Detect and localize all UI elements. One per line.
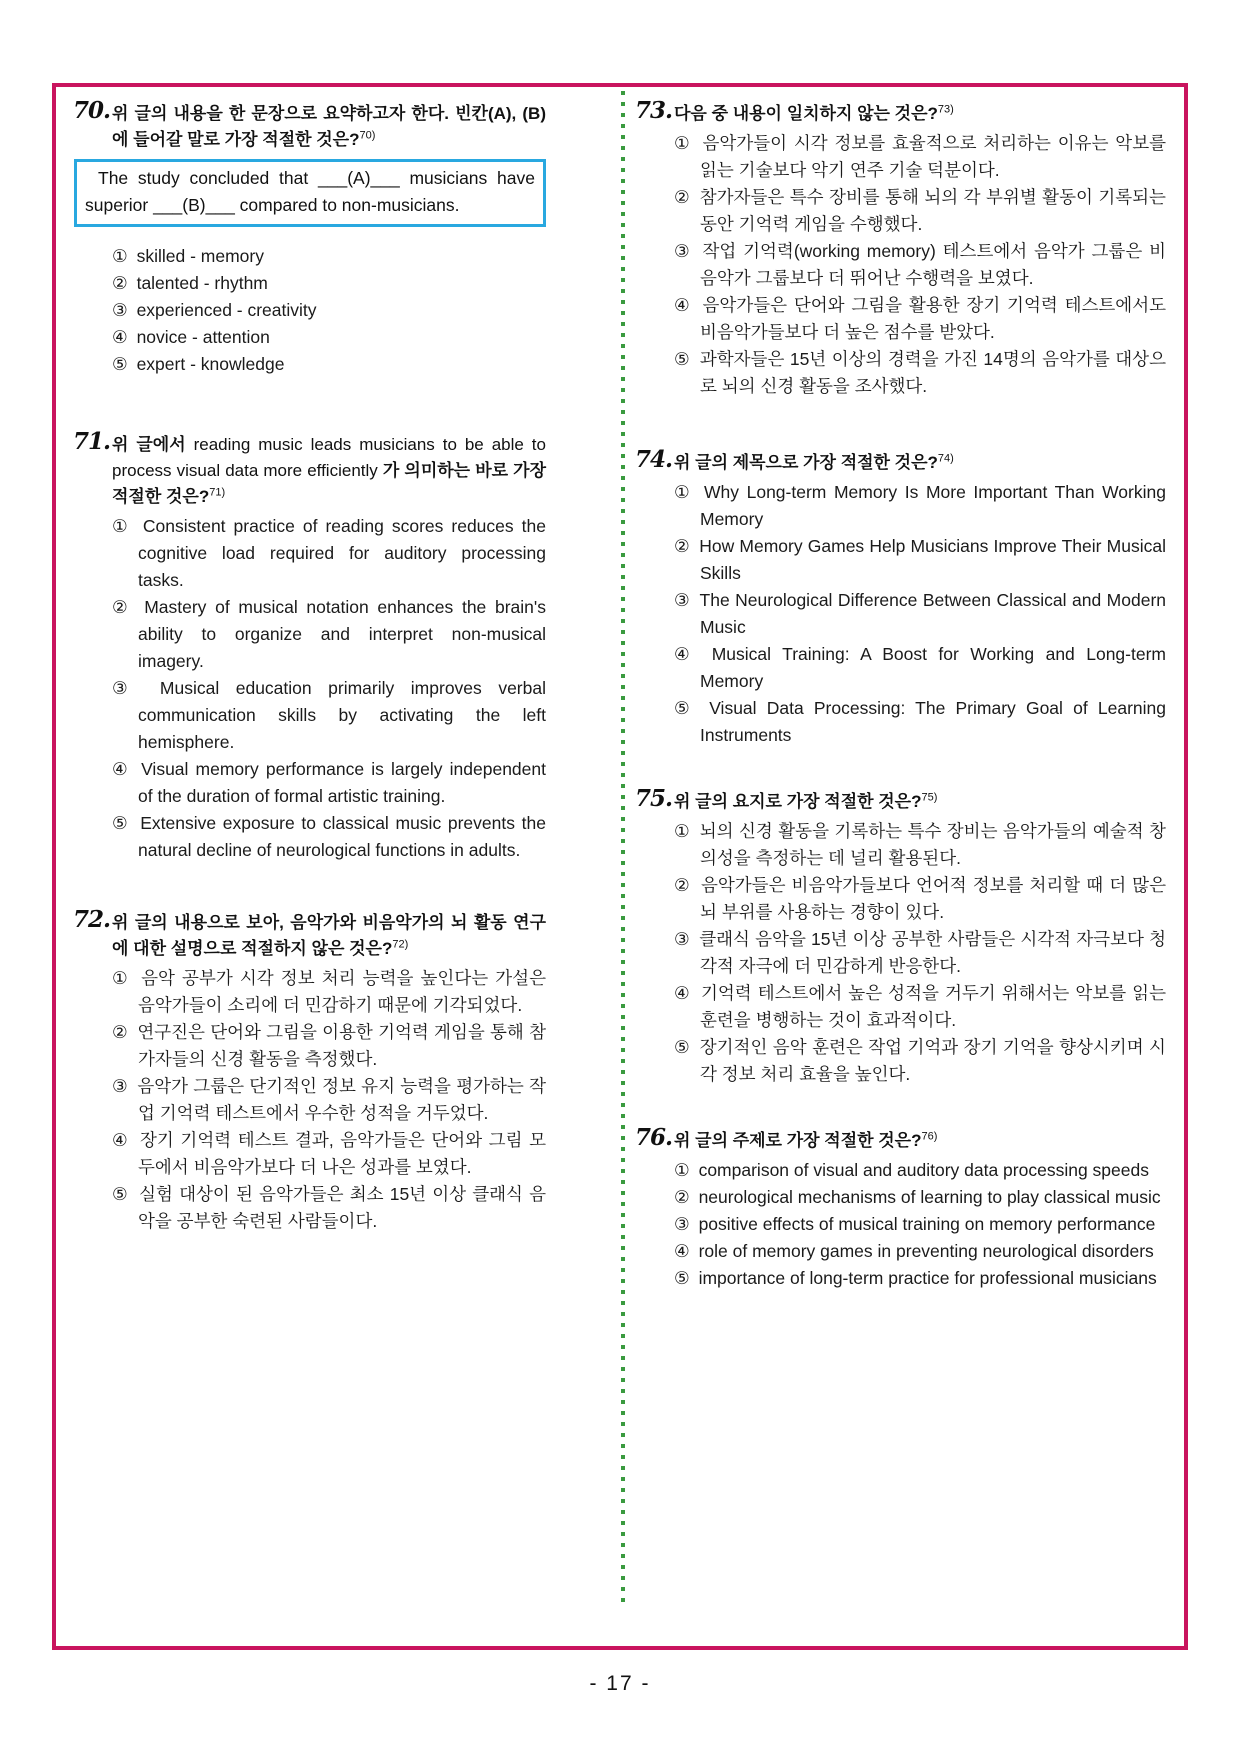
header-segment: 다음 중 내용이 일치하지 않는 것은? (674, 104, 938, 123)
option-marker: ⑤ (674, 349, 691, 369)
header-segment: reading music leads musicians to be able to process visual data more efficiently (112, 435, 546, 480)
answer-option (112, 1127, 546, 1181)
footnote-ref: 71) (209, 486, 226, 499)
answer-option (112, 594, 546, 675)
option-text: 참가자들은 특수 장비를 통해 뇌의 각 부위별 활동이 기록되는 동안 기억력 게임을 수행했다. (699, 187, 1166, 234)
answer-option (674, 1265, 1166, 1292)
options-list (112, 965, 546, 1235)
question-number: 73. (635, 97, 673, 124)
option-text: 실험 대상이 된 음악가들은 최소 15년 이상 클래식 음악을 공부한 숙련된 사람들이다. (138, 1184, 546, 1231)
question-block (635, 785, 1166, 1088)
answer-option (674, 641, 1166, 695)
answer-option (112, 1181, 546, 1235)
option-marker: ② (112, 597, 132, 617)
question-number: 71. (73, 428, 111, 455)
option-marker: ① (674, 1160, 690, 1180)
page-number: - 17 - (589, 1672, 651, 1695)
option-text: Consistent practice of reading scores reduces the cognitive load required for auditory processing tasks. (138, 516, 546, 590)
answer-option (674, 1184, 1166, 1211)
option-marker: ④ (112, 1130, 130, 1150)
option-text: 장기 기억력 테스트 결과, 음악가들은 단어와 그림 모두에서 비음악가보다 더 나은 성과를 보였다. (138, 1130, 546, 1177)
option-text: 장기적인 음악 훈련은 작업 기억과 장기 기억을 향상시키며 시각 정보 처리 효율을 높인다. (699, 1037, 1166, 1084)
answer-option (674, 184, 1166, 238)
option-text: skilled - memory (136, 246, 264, 266)
answer-option (112, 810, 546, 864)
question-number: 75. (635, 785, 673, 812)
question-number: 72. (73, 906, 111, 933)
answer-option (674, 926, 1166, 980)
header-segment: 위 글의 제목으로 가장 적절한 것은? (674, 453, 938, 472)
option-marker: ④ (112, 327, 128, 347)
answer-option (674, 292, 1166, 346)
option-text: 음악가들은 단어와 그림을 활용한 장기 기억력 테스트에서도 비음악가들보다 더 높은 점수를 받았다. (700, 295, 1166, 342)
option-marker: ② (674, 187, 691, 207)
question-header (674, 450, 1166, 476)
question-number: 74. (635, 446, 673, 473)
option-marker: ② (112, 273, 128, 293)
option-marker: ③ (112, 1076, 129, 1096)
question-number: 76. (635, 1124, 673, 1151)
option-marker: ④ (674, 1241, 690, 1261)
option-marker: ② (674, 1187, 690, 1207)
question-block (73, 906, 546, 1235)
footnote-ref: 72) (392, 938, 409, 951)
option-text: 과학자들은 15년 이상의 경력을 가진 14명의 음악가를 대상으로 뇌의 신경 활동을 조사했다. (699, 349, 1166, 396)
answer-option (112, 351, 546, 378)
answer-option (674, 587, 1166, 641)
option-text: expert - knowledge (136, 354, 285, 374)
option-text: Musical education primarily improves verbal communication skills by activating the left hemisphere. (138, 678, 546, 752)
answer-option (674, 818, 1166, 872)
option-marker: ⑤ (674, 1268, 690, 1288)
answer-option (674, 479, 1166, 533)
option-text: experienced - creativity (136, 300, 317, 320)
answer-option (674, 1238, 1166, 1265)
options-list (674, 818, 1166, 1088)
option-marker: ① (112, 968, 130, 988)
question-header (112, 910, 546, 962)
option-marker: ② (112, 1022, 129, 1042)
option-text: 뇌의 신경 활동을 기록하는 특수 장비는 음악가들의 예술적 창의성을 측정하는 데 널리 활용된다. (699, 821, 1166, 868)
option-text: novice - attention (136, 327, 270, 347)
option-text: 음악가 그룹은 단기적인 정보 유지 능력을 평가하는 작업 기억력 테스트에서 우수한 성적을 거두었다. (137, 1076, 546, 1123)
answer-option (112, 297, 546, 324)
option-text: 연구진은 단어와 그림을 이용한 기억력 게임을 통해 참가자들의 신경 활동을 측정했다. (137, 1022, 546, 1069)
options-list (674, 1157, 1166, 1292)
option-text: 음악가들이 시각 정보를 효율적으로 처리하는 이유는 악보를 읽는 기술보다 악기 연주 기술 덕분이다. (700, 133, 1166, 180)
header-segment: 위 글의 내용으로 보아, 음악가와 비음악가의 뇌 활동 연구에 대한 설명으로 적절하지 않은 것은? (112, 913, 546, 958)
answer-option (112, 675, 546, 756)
answer-option (674, 980, 1166, 1034)
option-text: 작업 기억력(working memory) 테스트에서 음악가 그룹은 비음악가 그룹보다 더 뛰어난 수행력을 보였다. (700, 241, 1166, 288)
column-divider (621, 91, 625, 1603)
option-marker: ⑤ (112, 813, 130, 833)
answer-option (674, 872, 1166, 926)
option-marker: ④ (674, 644, 697, 664)
header-segment: 가 의미하는 바로 가장 적절한 것은? (112, 461, 546, 506)
footnote-ref: 73) (937, 103, 954, 116)
answer-option (112, 1073, 546, 1127)
option-text: role of memory games in preventing neurological disorders (698, 1241, 1154, 1261)
option-marker: ⑤ (674, 1037, 691, 1057)
question-header (674, 1128, 1166, 1154)
options-list (674, 130, 1166, 400)
answer-option (112, 243, 546, 270)
option-text: talented - rhythm (136, 273, 268, 293)
option-marker: ③ (674, 241, 692, 261)
option-marker: ① (674, 133, 692, 153)
question-number: 70. (73, 97, 111, 124)
footnote-ref: 76) (921, 1130, 938, 1143)
option-text: Visual memory performance is largely independent of the duration of formal artistic training. (138, 759, 546, 806)
header-segment: 위 글의 요지로 가장 적절한 것은? (674, 792, 922, 811)
question-header (674, 101, 1166, 127)
header-segment: 위 글에서 (112, 435, 194, 454)
question-header (112, 432, 546, 510)
option-text: positive effects of musical training on memory performance (698, 1214, 1156, 1234)
options-list (112, 513, 546, 864)
answer-option (674, 238, 1166, 292)
right-column (635, 97, 1166, 1292)
option-marker: ③ (112, 678, 140, 698)
answer-option (674, 533, 1166, 587)
option-marker: ⑤ (112, 354, 128, 374)
option-marker: ③ (674, 590, 691, 610)
option-marker: ① (112, 246, 128, 266)
option-marker: ③ (674, 929, 691, 949)
option-marker: ① (674, 482, 693, 502)
option-text: Why Long-term Memory Is More Important Than Working Memory (700, 482, 1166, 529)
options-list (674, 479, 1166, 749)
page-border-frame (52, 83, 1188, 1650)
footnote-ref: 74) (937, 452, 954, 465)
option-marker: ① (674, 821, 691, 841)
option-text: Mastery of musical notation enhances the brain's ability to organize and interpret non-musical imagery. (138, 597, 546, 671)
option-marker: ② (674, 536, 691, 556)
answer-option (112, 1019, 546, 1073)
option-text: neurological mechanisms of learning to play classical music (698, 1187, 1161, 1207)
answer-option (112, 965, 546, 1019)
option-text: 음악가들은 비음악가들보다 언어적 정보를 처리할 때 더 많은 뇌 부위를 사용하는 경향이 있다. (700, 875, 1166, 922)
answer-option (112, 513, 546, 594)
options-list (112, 243, 546, 378)
option-marker: ③ (674, 1214, 690, 1234)
answer-option (112, 324, 546, 351)
option-text: The Neurological Difference Between Classical and Modern Music (699, 590, 1166, 637)
option-text: comparison of visual and auditory data processing speeds (698, 1160, 1149, 1180)
option-text: 기억력 테스트에서 높은 성적을 거두기 위해서는 악보를 읽는 훈련을 병행하는 것이 효과적이다. (700, 983, 1166, 1030)
option-marker: ⑤ (112, 1184, 129, 1204)
option-text: Visual Data Processing: The Primary Goal of Learning Instruments (700, 698, 1166, 745)
option-marker: ① (112, 516, 131, 536)
answer-option (674, 1157, 1166, 1184)
left-column (73, 97, 546, 1235)
question-block (73, 97, 546, 378)
question-header (674, 789, 1166, 815)
question-block (635, 97, 1166, 400)
question-block (635, 1124, 1166, 1292)
option-text: Extensive exposure to classical music prevents the natural decline of neurological functions in adults. (138, 813, 546, 860)
answer-option (674, 1034, 1166, 1088)
answer-option (674, 695, 1166, 749)
answer-option (674, 1211, 1166, 1238)
option-text: Musical Training: A Boost for Working and Long-term Memory (700, 644, 1166, 691)
question-block (73, 428, 546, 864)
summary-box: The study concluded that ___(A)___ musicians have superior ___(B)___ compared to non-musicians. (74, 159, 546, 227)
question-header (112, 101, 546, 153)
option-marker: ③ (112, 300, 128, 320)
footnote-ref: 70) (359, 129, 376, 142)
option-marker: ④ (674, 295, 692, 315)
answer-option (112, 270, 546, 297)
option-marker: ② (674, 875, 691, 895)
header-segment: 위 글의 내용을 한 문장으로 요약하고자 한다. 빈칸(A), (B)에 들어갈 말로 가장 적절한 것은? (112, 104, 546, 149)
option-marker: ⑤ (674, 698, 696, 718)
question-block (635, 446, 1166, 749)
option-text: How Memory Games Help Musicians Improve Their Musical Skills (699, 536, 1166, 583)
footnote-ref: 75) (921, 791, 938, 804)
option-marker: ④ (112, 759, 130, 779)
header-segment: 위 글의 주제로 가장 적절한 것은? (674, 1131, 922, 1150)
answer-option (674, 130, 1166, 184)
answer-option (112, 756, 546, 810)
answer-option (674, 346, 1166, 400)
option-marker: ④ (674, 983, 691, 1003)
option-text: importance of long-term practice for professional musicians (698, 1268, 1157, 1288)
option-text: 음악 공부가 시각 정보 처리 능력을 높인다는 가설은 음악가들이 소리에 더 민감하기 때문에 기각되었다. (138, 968, 546, 1015)
option-text: 클래식 음악을 15년 이상 공부한 사람들은 시각적 자극보다 청각적 자극에 더 민감하게 반응한다. (699, 929, 1166, 976)
